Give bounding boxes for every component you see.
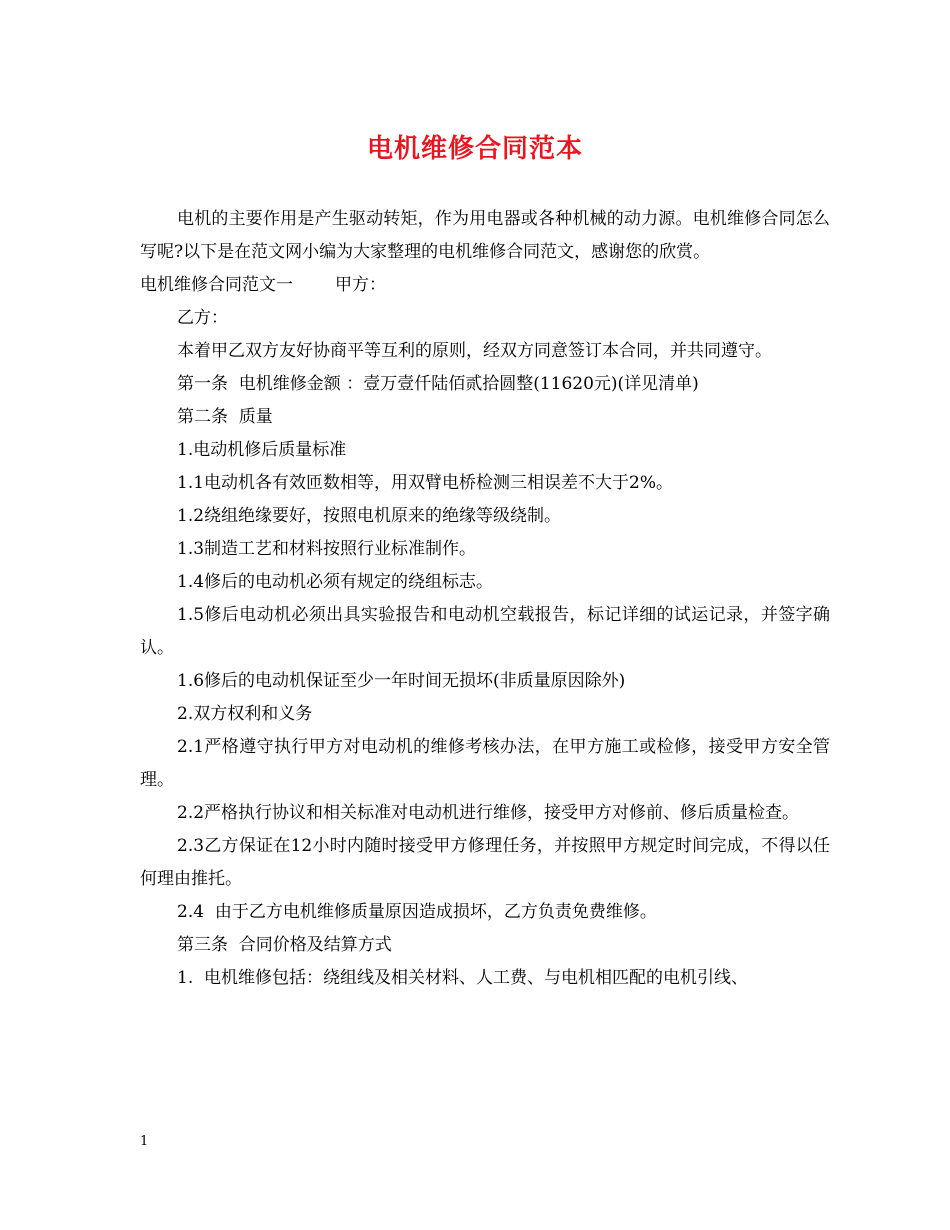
paragraph-item-2-4: 2.4 由于乙方电机维修质量原因造成损坏，乙方负责免费维修。 xyxy=(177,902,657,922)
paragraph-article-3-item-1: 1. 电机维修包括：绕组线及相关材料、人工费、与电机相匹配的电机引线、 xyxy=(177,968,749,988)
paragraph-item-1-6: 1.6修后的电动机保证至少一年时间无损坏(非质量原因除外) xyxy=(177,671,626,691)
paragraph-heading-party-a xyxy=(140,269,830,302)
paragraph-item-2: 2.双方权利和义务 xyxy=(177,704,313,724)
paragraph-article-2: 第二条 质量 xyxy=(177,407,273,427)
paragraph-party-b: 乙方： xyxy=(177,308,228,328)
party-a-label: 甲方： xyxy=(335,275,386,295)
paragraph-article-1: 第一条 电机维修金额 ：壹万壹仟陆佰贰拾圆整(11620元)(详见清单) xyxy=(177,374,699,394)
paragraph-item-2-1: 2.1严格遵守执行甲方对电动机的维修考核办法，在甲方施工或检修，接受甲方安全管理。 xyxy=(140,737,830,790)
paragraph-item-1: 1.电动机修后质量标准 xyxy=(177,440,347,460)
paragraph-item-1-3: 1.3制造工艺和材料按照行业标准制作。 xyxy=(177,539,477,559)
paragraph-item-1-4: 1.4修后的电动机必须有规定的绕组标志。 xyxy=(177,572,494,592)
paragraph-intro: 电机的主要作用是产生驱动转矩，作为用电器或各种机械的动力源。电机维修合同怎么写呢?以下是在范文网小编为大家整理的电机维修合同范文，感谢您的欣赏。 xyxy=(140,209,830,262)
page-number: 1 xyxy=(140,1134,149,1149)
paragraph-item-2-2: 2.2严格执行协议和相关标准对电动机进行维修，接受甲方对修前、修后质量检查。 xyxy=(177,803,800,823)
sample-heading: 电机维修合同范文一 xyxy=(140,275,293,295)
paragraph-principle: 本着甲乙双方友好协商平等互利的原则，经双方同意签订本合同，并共同遵守。 xyxy=(177,341,772,361)
document-title: 电机维修合同范本 xyxy=(366,134,583,164)
paragraph-item-1-2: 1.2绕组绝缘要好，按照电机原来的绝缘等级绕制。 xyxy=(177,506,562,526)
document-body xyxy=(140,203,830,995)
paragraph-item-1-1: 1.1电动机各有效匝数相等，用双臂电桥检测三相误差不大于2%。 xyxy=(177,473,674,493)
paragraph-item-2-3: 2.3乙方保证在12小时内随时接受甲方修理任务，并按照甲方规定时间完成，不得以任何理由推托。 xyxy=(140,836,830,889)
paragraph-item-1-5: 1.5修后电动机必须出具实验报告和电动机空载报告，标记详细的试运记录，并签字确认。 xyxy=(140,605,830,658)
paragraph-article-3: 第三条 合同价格及结算方式 xyxy=(177,935,392,955)
